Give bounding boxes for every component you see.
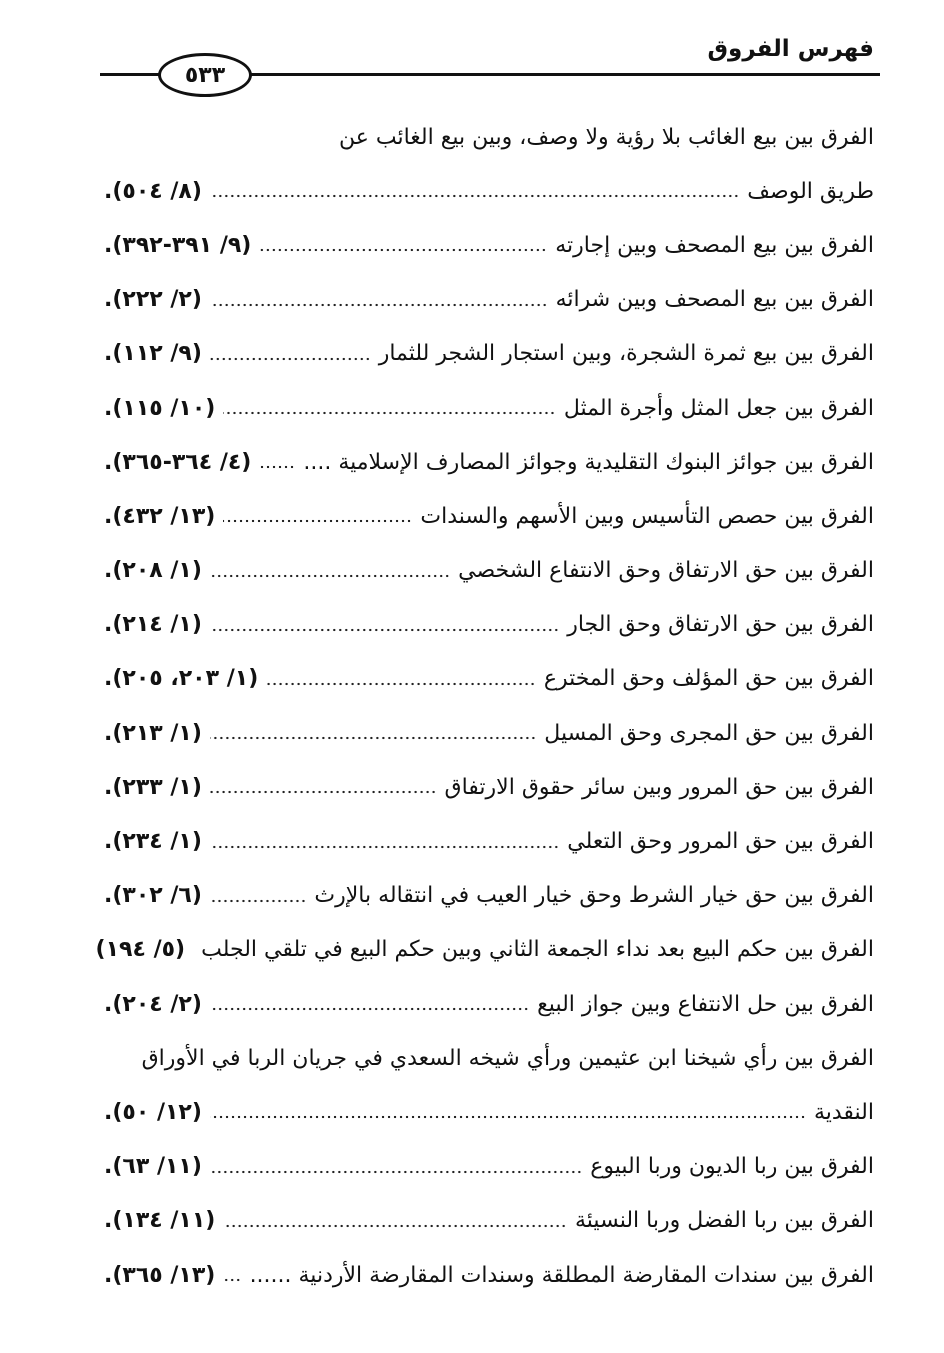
dot-leader	[223, 517, 412, 525]
entry-reference: (٩/ ٣٩١-٣٩٢).	[104, 232, 252, 258]
index-entry	[104, 706, 874, 760]
entry-text: الفرق بين جعل المثل وأجرة المثل	[563, 395, 874, 421]
page-header	[100, 26, 880, 96]
entry-text: الفرق بين حق المؤلف وحق المخترع	[543, 666, 874, 692]
entry-reference: (١/ ٢١٣).	[104, 720, 202, 746]
entry-text: الفرق بين حق المرور وحق التعلي	[567, 829, 874, 855]
entry-text: الفرق بين حصص التأسيس وبين الأسهم والسندات	[420, 503, 874, 529]
entry-text: الفرق بين حل الانتفاع وبين جواز البيع	[537, 991, 874, 1017]
entry-reference: (١٠/ ١١٥).	[104, 395, 216, 421]
running-title: فهرس الفروق	[707, 36, 874, 62]
index-entry	[104, 218, 874, 272]
entry-text: الفرق بين ربا الديون وربا البيوع	[590, 1154, 874, 1180]
entry-reference: (٢/ ٢٠٤).	[104, 991, 202, 1017]
entry-text: الفرق بين حق الارتفاق وحق الانتفاع الشخصي	[458, 558, 874, 584]
index-entry	[104, 598, 874, 652]
entry-reference: (١/ ٢٠٨).	[104, 558, 202, 584]
entry-text: الفرق بين بيع الغائب بلا رؤية ولا وصف، وبين بيع الغائب عن	[338, 124, 874, 150]
entry-reference: (٥/ ١٩٤)	[95, 937, 186, 963]
dot-leader	[210, 1005, 529, 1013]
index-entry	[104, 544, 874, 598]
index-entry	[104, 273, 874, 327]
entry-reference: (١/ ٢٣٣).	[104, 774, 202, 800]
dot-leader	[210, 734, 536, 742]
entry-text: الفرق بين بيع المصحف وبين إجارته	[555, 232, 874, 258]
page-number-badge	[158, 53, 252, 97]
entry-reference: (١/ ٢٠٣، ٢٠٥).	[104, 666, 259, 692]
entry-reference: (٨/ ٥٠٤).	[104, 178, 202, 204]
entry-text: الفرق بين حكم البيع بعد نداء الجمعة الثاني وبين حكم البيع في تلقي الجلب	[201, 937, 874, 963]
dot-leader	[210, 192, 739, 200]
entry-reference: (١/ ٢١٤).	[104, 612, 202, 638]
dot-leader	[210, 1168, 582, 1176]
index-entry	[104, 977, 874, 1031]
entry-text: الفرق بين بيع ثمرة الشجرة، وبين استجار الشجر للثمار	[378, 341, 874, 367]
dot-leader	[259, 463, 295, 471]
dot-leader	[223, 1222, 567, 1230]
index-entry	[95, 923, 874, 977]
entry-text: الفرق بين سندات المقارضة المطلقة وسندات المقارضة الأردنية ......	[249, 1262, 874, 1288]
index-entries	[95, 110, 874, 1302]
index-entry	[104, 327, 874, 381]
index-entry	[104, 652, 874, 706]
index-entry	[104, 1140, 874, 1194]
dot-leader	[210, 572, 450, 580]
dot-leader	[210, 788, 437, 796]
dot-leader	[210, 897, 306, 905]
dot-leader	[223, 1276, 241, 1284]
page-number: ٥٣٣	[184, 62, 226, 88]
dot-leader	[259, 246, 547, 254]
entry-text: الفرق بين ربا الفضل وربا النسيئة	[575, 1208, 874, 1234]
index-entry	[104, 110, 874, 164]
entry-reference: (٢/ ٢٢٢).	[104, 287, 202, 313]
entry-text: الفرق بين رأي شيخنا ابن عثيمين ورأي شيخه السعدي في جريان الربا في الأوراق	[141, 1045, 874, 1071]
index-entry	[104, 1031, 874, 1085]
dot-leader	[210, 301, 548, 309]
entry-reference: (١١/ ٦٣).	[104, 1154, 202, 1180]
entry-text: الفرق بين حق المرور وبين سائر حقوق الارتفاق	[444, 774, 874, 800]
entry-reference: (١٣/ ٤٣٢).	[104, 503, 216, 529]
dot-leader	[210, 626, 559, 634]
index-entry	[104, 1085, 874, 1139]
index-entry	[104, 1248, 874, 1302]
dot-leader	[266, 680, 536, 688]
entry-text: الفرق بين حق المجرى وحق المسيل	[544, 720, 874, 746]
index-entry	[104, 435, 874, 489]
entry-reference: (١٣/ ٣٦٥).	[104, 1262, 216, 1288]
index-entry	[104, 1194, 874, 1248]
index-entry	[104, 489, 874, 543]
entry-reference: (٩/ ١١٢).	[104, 341, 202, 367]
dot-leader	[210, 1113, 806, 1121]
entry-text: الفرق بين جوائز البنوك التقليدية وجوائز المصارف الإسلامية ....	[303, 449, 874, 475]
dot-leader	[210, 843, 559, 851]
index-entry	[104, 760, 874, 814]
entry-text: طريق الوصف	[747, 178, 874, 204]
dot-leader	[223, 409, 555, 417]
entry-reference: (٦/ ٣٠٢).	[104, 883, 202, 909]
entry-reference: (١١/ ١٣٤).	[104, 1208, 216, 1234]
dot-leader	[210, 355, 371, 363]
entry-text: الفرق بين حق خيار الشرط وحق خيار العيب في انتقاله بالإرث	[314, 883, 874, 909]
entry-reference: (٤/ ٣٦٤-٣٦٥).	[104, 449, 252, 475]
index-entry	[104, 381, 874, 435]
index-entry	[104, 814, 874, 868]
index-entry	[104, 869, 874, 923]
entry-reference: (١/ ٢٣٤).	[104, 829, 202, 855]
entry-reference: (١٢/ ٥٠).	[104, 1099, 202, 1125]
entry-text: الفرق بين حق الارتفاق وحق الجار	[567, 612, 874, 638]
entry-text: الفرق بين بيع المصحف وبين شرائه	[555, 287, 874, 313]
entry-text: النقدية	[813, 1099, 874, 1125]
index-entry	[104, 164, 874, 218]
